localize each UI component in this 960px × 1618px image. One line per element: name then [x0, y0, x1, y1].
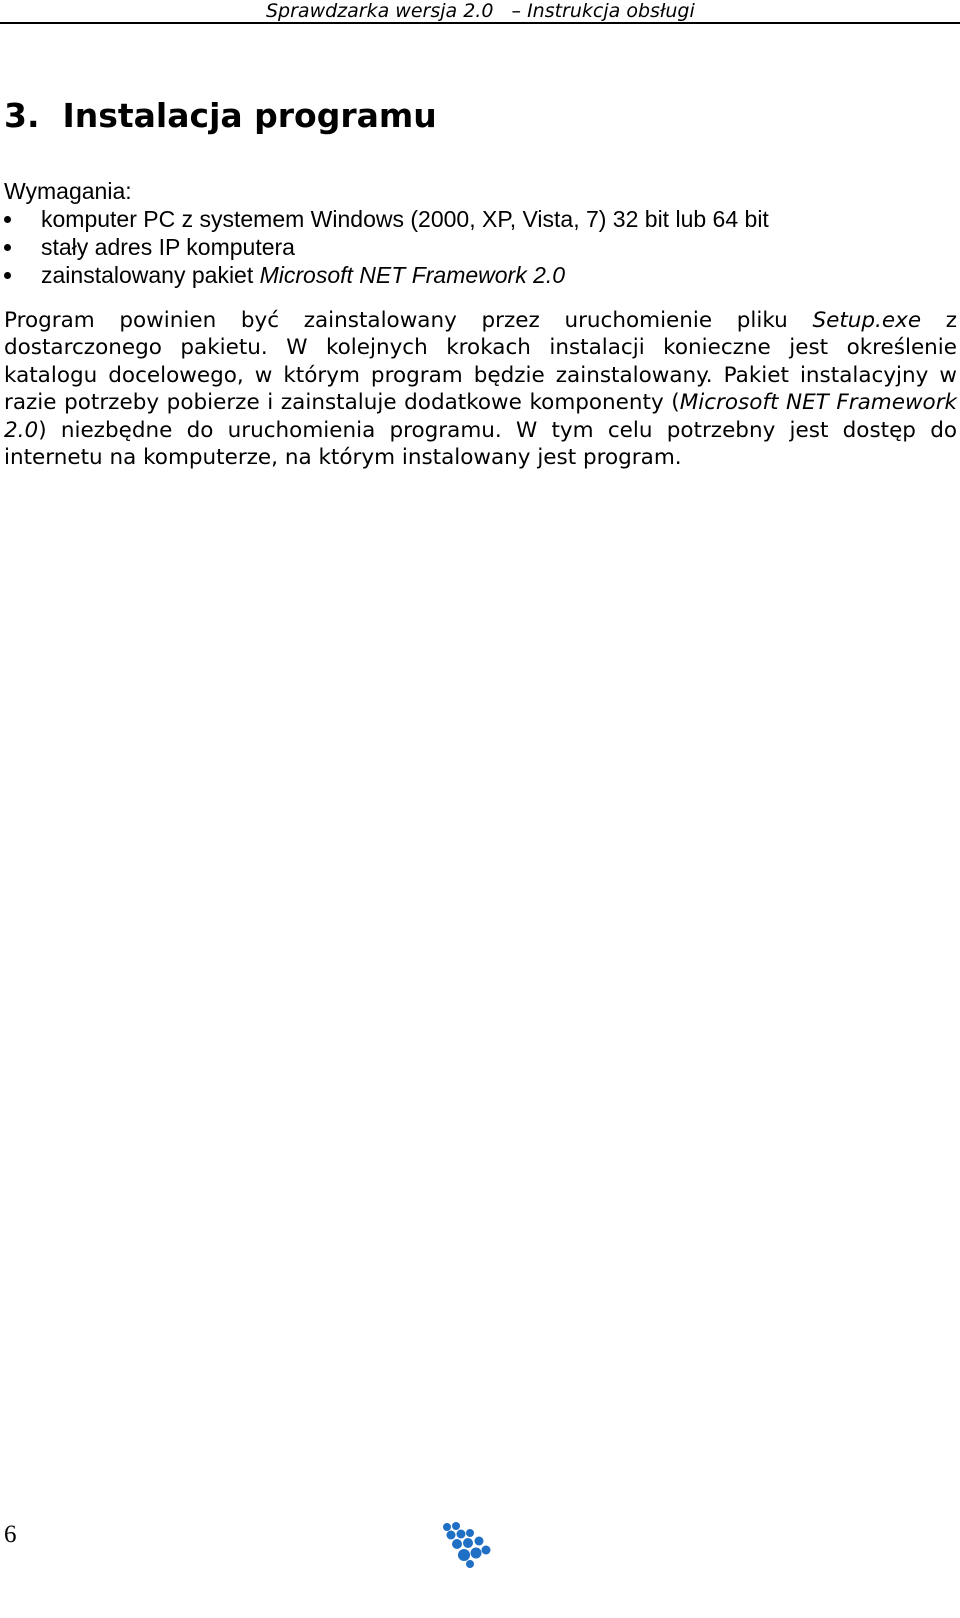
requirement-plain: zainstalowany pakiet: [41, 262, 260, 288]
running-header: [0, 0, 960, 24]
bullet-icon: [4, 272, 11, 279]
dots-logo-icon: [442, 1522, 492, 1568]
running-header-text: Sprawdzarka wersja 2.0 – Instrukcja obsługi: [266, 0, 695, 22]
setup-file-name: Setup.exe: [812, 308, 922, 333]
requirement-text: [41, 205, 769, 233]
paragraph-part-1: Program powinien być zainstalowany przez uruchomienie pliku: [4, 308, 813, 333]
installation-paragraph: [4, 307, 957, 471]
requirement-italic: Microsoft NET Framework 2.0: [259, 262, 566, 288]
bullet-icon: [4, 244, 11, 251]
requirements-label: Wymagania:: [4, 178, 132, 204]
framework-name: Microsoft NET Framework 2.0: [4, 390, 958, 443]
bullet-icon: [4, 216, 11, 223]
requirement-text: [41, 261, 565, 289]
section-heading: 3. Instalacja programu: [4, 96, 437, 135]
requirement-text: [41, 233, 295, 261]
paragraph-part-3: ) niezbędne do uruchomienia programu. W tym celu potrzebny jest dostęp do internetu na komputerze, na którym instalowany jest program.: [4, 417, 957, 471]
paragraph-part-2: z dostarczonego pakietu. W kolejnych krokach instalacji konieczne jest określenie katalogu docelowego, w którym program będzie zainstalowany. Pakiet instalacyjny w razie potrzeby pobierze i zainstaluje dodatkowe komponenty (: [4, 308, 957, 416]
page-number: 6: [4, 1521, 17, 1548]
requirement-plain: komputer PC z systemem Windows (2000, XP, Vista, 7) 32 bit lub 64 bit: [41, 206, 769, 232]
requirement-plain: stały adres IP komputera: [41, 234, 295, 260]
